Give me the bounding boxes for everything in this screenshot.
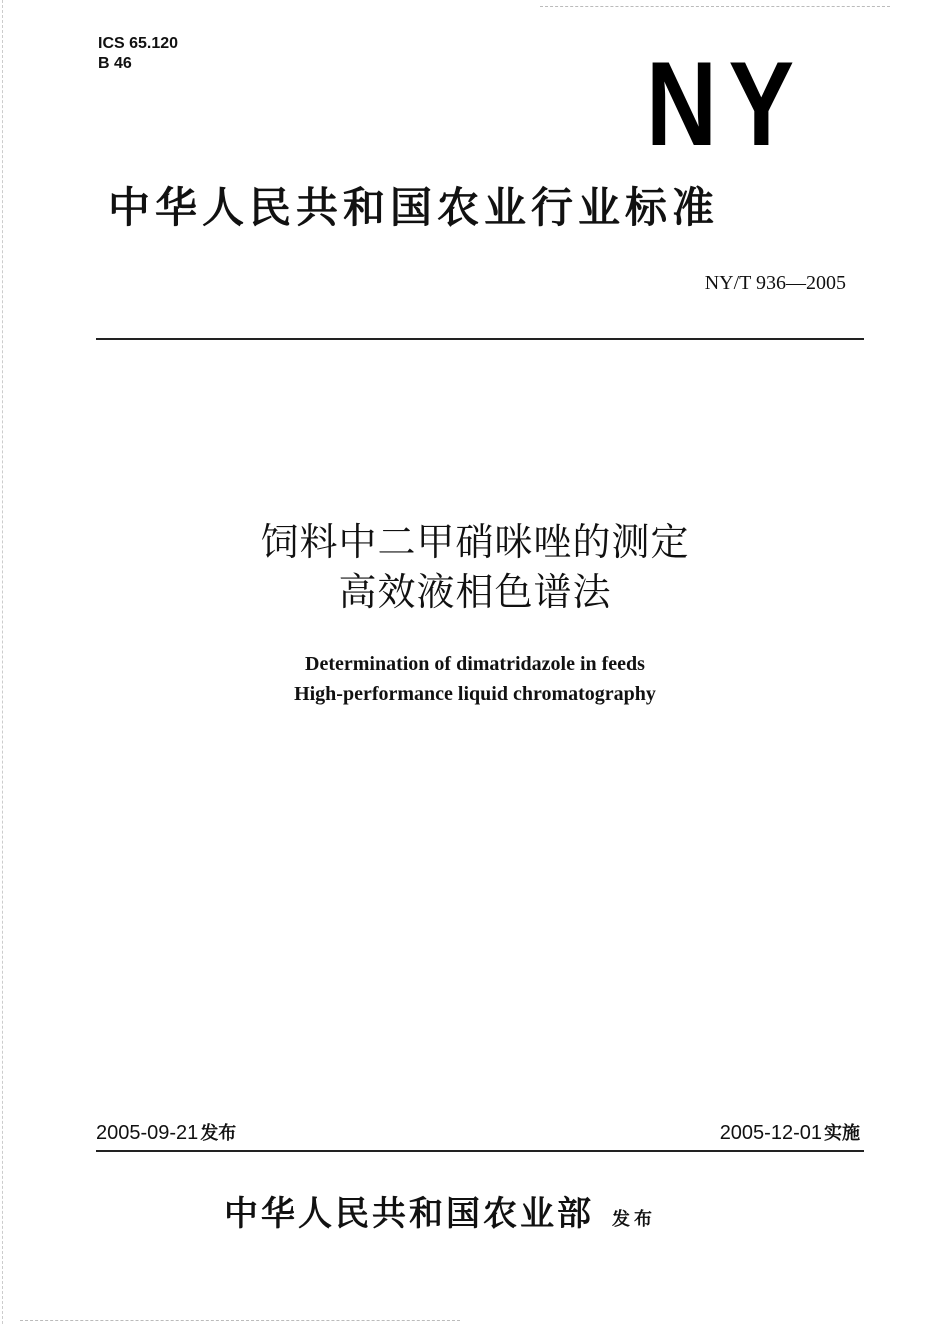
document-title-english-line1: Determination of dimatridazole in feeds [305, 653, 645, 675]
document-title-chinese-line1: 饲料中二甲硝咪唑的测定 [260, 520, 690, 564]
footer-divider [96, 1150, 864, 1152]
issue-date-block [96, 1120, 236, 1147]
standard-number: NY/T 936—2005 [704, 272, 846, 294]
document-title-chinese-line2: 高效液相色谱法 [338, 570, 612, 614]
implement-date-block [720, 1120, 860, 1147]
standard-category-title: 中华人民共和国农业行业标准 [108, 183, 720, 232]
ics-code: ICS 65.120 [98, 35, 179, 52]
implement-label: 实施 [824, 1123, 860, 1144]
publisher-name: 中华人民共和国农业部 [224, 1194, 594, 1234]
issue-date: 2005-09-21 [96, 1122, 199, 1144]
classification-codes [98, 34, 178, 74]
scan-edge-mark-bottom [20, 1320, 460, 1321]
document-title-english-line2: High-performance liquid chromatography [294, 683, 656, 705]
publisher-block [224, 1190, 656, 1238]
issue-label: 发布 [200, 1123, 237, 1144]
header-divider [96, 338, 864, 340]
ny-logo: NY [646, 37, 806, 171]
publisher-action: 发布 [612, 1209, 656, 1230]
scan-edge-mark-top [540, 6, 890, 7]
implement-date: 2005-12-01 [719, 1122, 822, 1144]
ccs-code: B 46 [98, 55, 132, 72]
